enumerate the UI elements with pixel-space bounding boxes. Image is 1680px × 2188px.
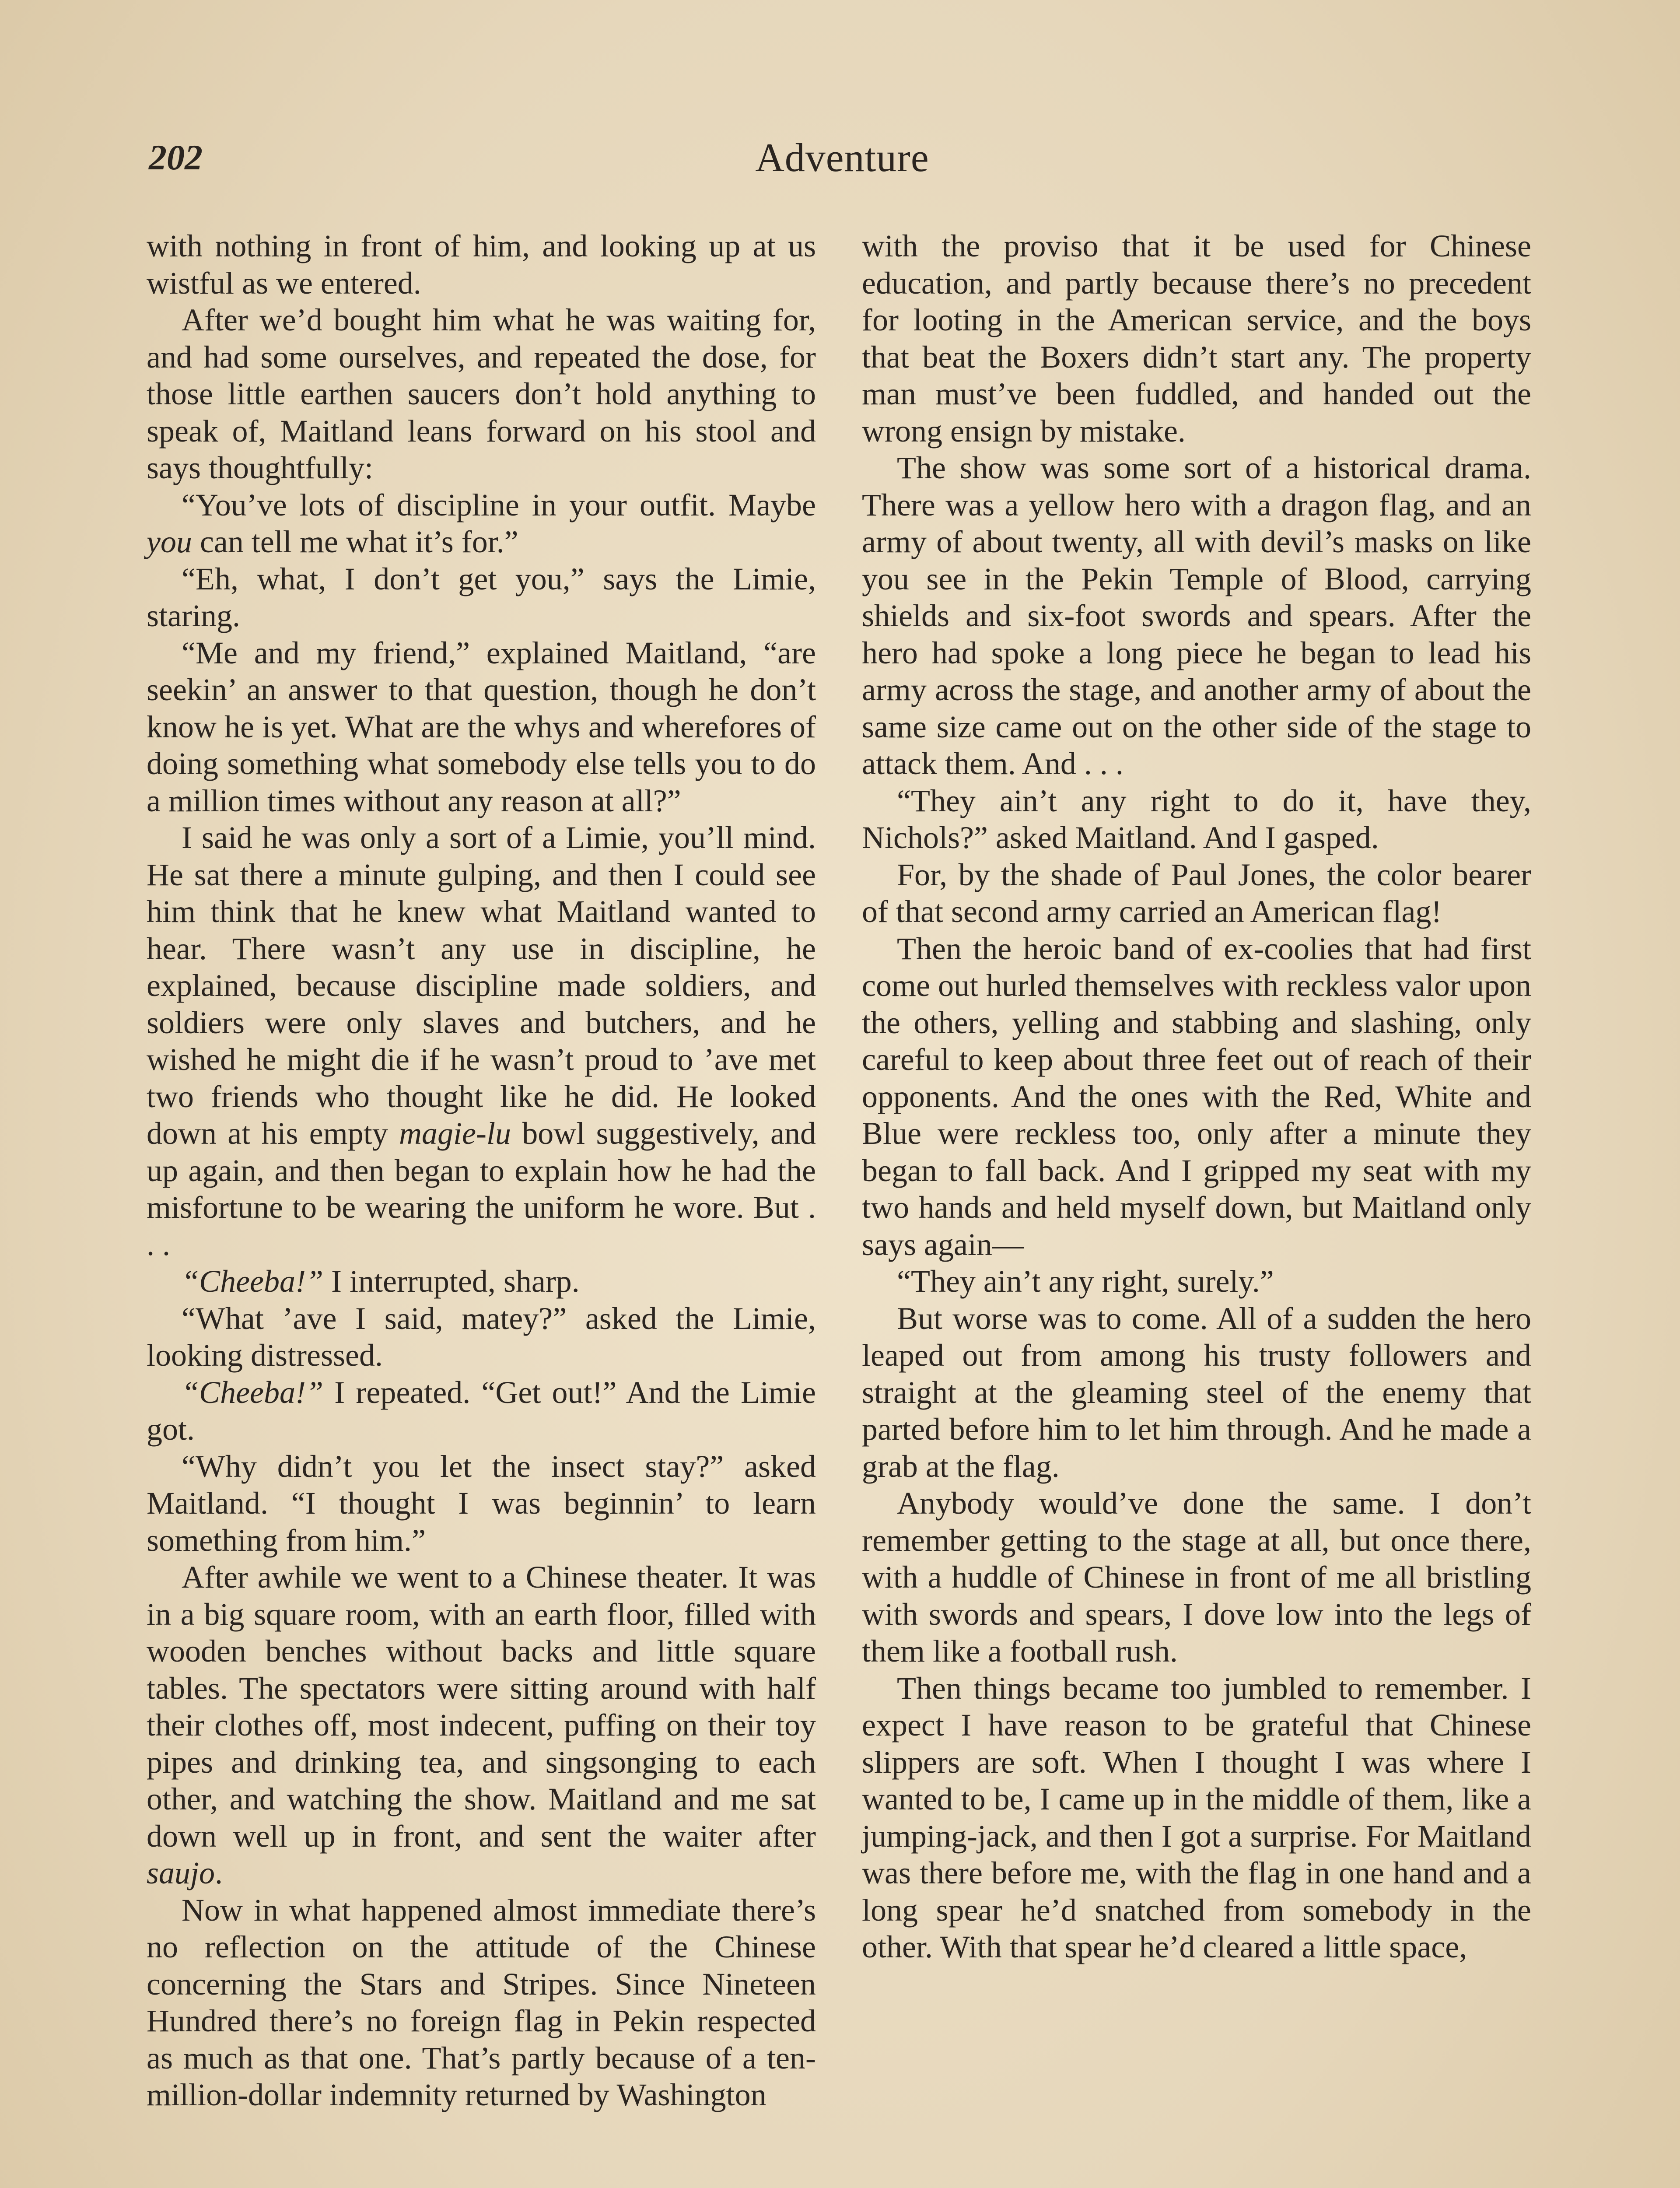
paragraph: The show was some sort of a historical drama. There was a yellow hero with a dragon flag, and an army of about twenty, all with devil’s masks on like you see in the Pekin Temple of Blood, carrying shields and six-foot swords and spears. After the hero had spoke a long piece he began to lead his army across the stage, and another army of about the same size came out on the other side of the stage to attack them. And . . . xyxy=(862,450,1531,781)
paragraph: “Cheeba!” I repeated. “Get out!” And the Limie got. xyxy=(147,1375,816,1447)
paragraph: “They ain’t any right to do it, have they, Nichols?” asked Maitland. And I gasped. xyxy=(862,783,1531,855)
paragraph: “Me and my friend,” explained Maitland, “are seekin’ an answer to that question, though he don’t know he is yet. What are the whys and wherefores of doing something what somebody else tells you to do a million times without any reason at all?” xyxy=(147,635,816,818)
right-text-column xyxy=(862,228,1531,1966)
page-number: 202 xyxy=(149,137,203,177)
paragraph: “They ain’t any right, surely.” xyxy=(897,1264,1274,1299)
paragraph: I said he was only a sort of a Limie, you’ll mind. He sat there a minute gulping, and then I could see him think that he knew what Maitland wanted to hear. There wasn’t any use in discipline, he explained, because discipline made soldiers, and soldiers were only slaves and butchers, and he wished he might die if he wasn’t proud to ’ave met two friends who thought like he did. He looked down at his empty magie-lu bowl suggestively, and up again, and then began to explain how he had the misfortune to be wearing the uniform he wore. But . . . xyxy=(147,820,816,1262)
page-header xyxy=(149,129,1536,186)
paragraph: “You’ve lots of discipline in your outfit. Maybe you can tell me what it’s for.” xyxy=(147,487,816,559)
paragraph: Then things became too jumbled to remember. I expect I have reason to be grateful that Chinese slippers are soft. When I thought I was where I wanted to be, I came up in the middle of them, like a jumping-jack, and then I got a surprise. For Maitland was there before me, with the flag in one hand and a long spear he’d snatched from somebody in the other. With that spear he’d cleared a little space, xyxy=(862,1670,1531,1964)
paragraph: Anybody would’ve done the same. I don’t remember getting to the stage at all, but once there, with a huddle of Chinese in front of me all bristling with swords and spears, I dove low into the legs of them like a football rush. xyxy=(862,1486,1531,1669)
paragraph: After awhile we went to a Chinese theater. It was in a big square room, with an earth floor, filled with wooden benches without backs and little square tables. The spectators were sitting around with half their clothes off, most indecent, puffing on their toy pipes and drinking tea, and singsonging to each other, and watching the show. Maitland and me sat down well up in front, and sent the waiter after saujo. xyxy=(147,1560,816,1890)
left-text-column xyxy=(147,228,816,2114)
paragraph: “What ’ave I said, matey?” asked the Limie, looking distressed. xyxy=(147,1301,816,1373)
italic-word: you xyxy=(147,524,192,559)
italic-word: saujo xyxy=(147,1855,215,1890)
paragraph: “Cheeba!” I interrupted, sharp. xyxy=(182,1264,580,1299)
paragraph: with the proviso that it be used for Chinese education, and partly because there’s no precedent for looting in the American service, and the boys that beat the Boxers didn’t start any. The property man must’ve been fuddled, and handed out the wrong ensign by mistake. xyxy=(862,228,1531,449)
paragraph: After we’d bought him what he was waiting for, and had some ourselves, and repeated the dose, for those little earthen saucers don’t hold anything to speak of, Maitland leans forward on his stool and says thoughtfully: xyxy=(147,302,816,485)
paragraph: Then the heroic band of ex-coolies that had first come out hurled themselves with reckless valor upon the others, yelling and stabbing and slashing, only careful to keep about three feet out of reach of their opponents. And the ones with the Red, White and Blue were reckless too, only after a minute they began to fall back. And I gripped my seat with my two hands and held myself down, but Maitland only says again— xyxy=(862,931,1531,1262)
italic-word: “Cheeba!” xyxy=(182,1375,323,1410)
paragraph: “Why didn’t you let the insect stay?” asked Maitland. “I thought I was beginnin’ to learn something from him.” xyxy=(147,1448,816,1558)
italic-word: magie-lu xyxy=(399,1116,511,1151)
paragraph: But worse was to come. All of a sudden the hero leaped out from among his trusty followers and straight at the gleaming steel of the enemy that parted before him to let him through. And he made a grab at the flag. xyxy=(862,1301,1531,1484)
running-head-title: Adventure xyxy=(755,135,929,180)
paragraph: For, by the shade of Paul Jones, the color bearer of that second army carried an American flag! xyxy=(862,857,1531,929)
paragraph: “Eh, what, I don’t get you,” says the Limie, staring. xyxy=(147,561,816,633)
paragraph: Now in what happened almost immediate there’s no reflection on the attitude of the Chinese concerning the Stars and Stripes. Since Nineteen Hundred there’s no foreign flag in Pekin respected as much as that one. That’s partly because of a ten-million-dollar indemnity returned by Washington xyxy=(147,1892,816,2112)
paragraph: with nothing in front of him, and looking up at us wistful as we entered. xyxy=(147,228,816,301)
italic-word: “Cheeba!” xyxy=(182,1264,323,1299)
